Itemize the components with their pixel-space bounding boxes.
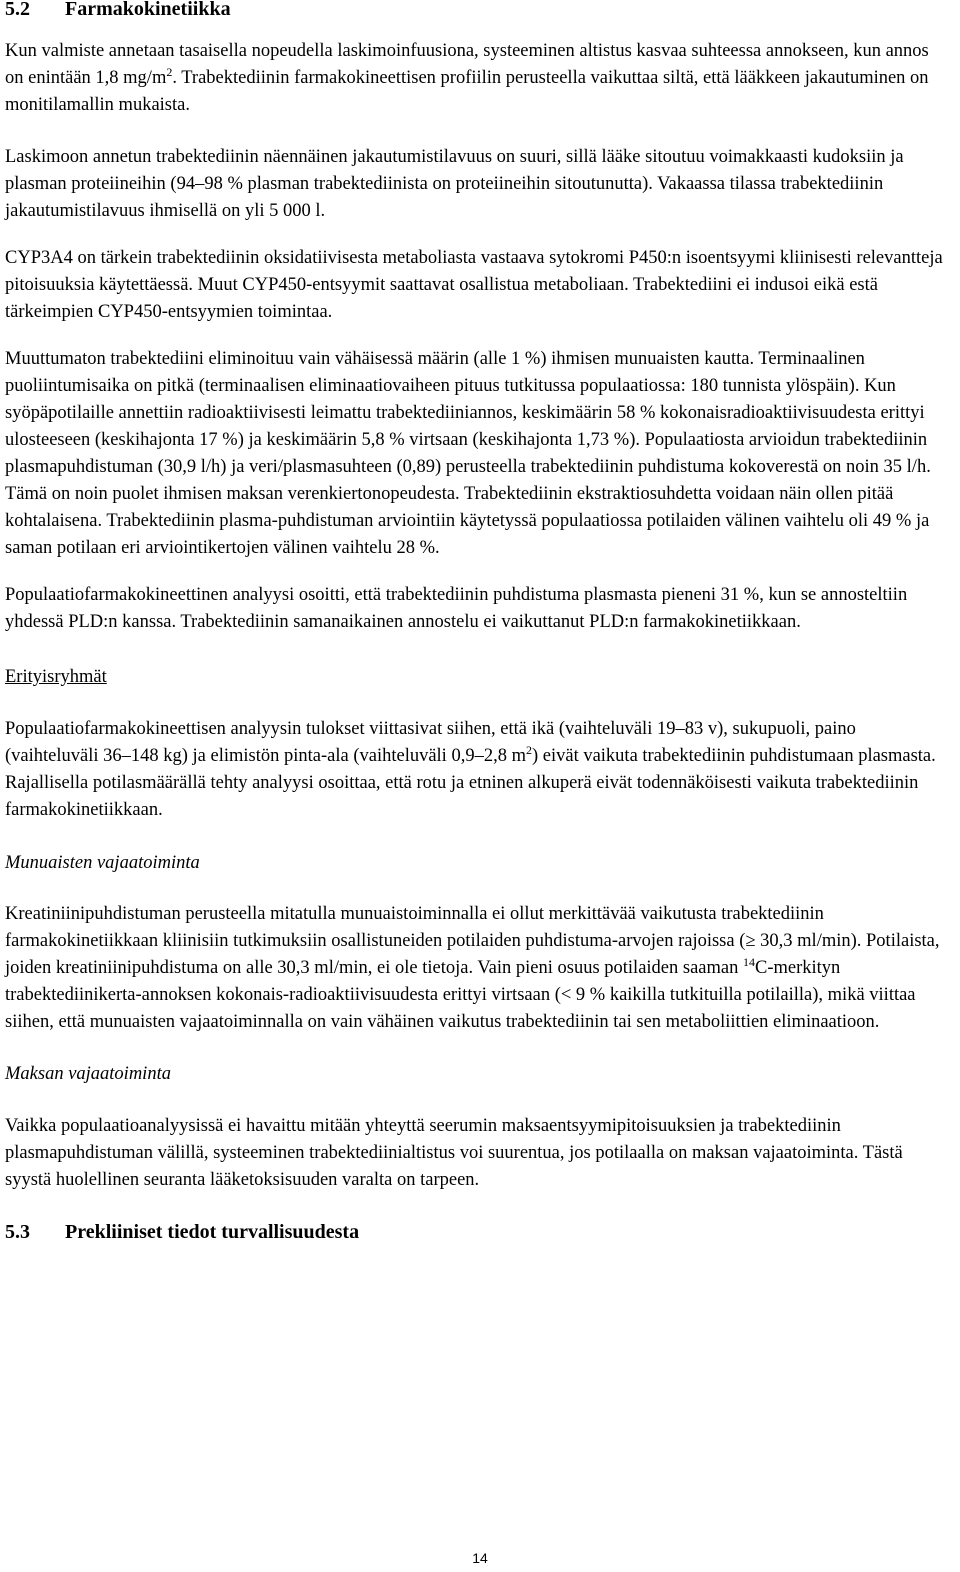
paragraph-renal-impairment: Kreatiniinipuhdistuman perusteella mitatulla munuaistoiminnalla ei ollut merkittävää vaikutusta trabektediinin farmakokinetiikkaan kliinisiin tutkimuksiin osallistuneiden potilaiden puhdistuma-arvojen rajoissa (≥ 30,3 ml/min). Potilaista, joiden kreatiniinipuhdistuma on alle 30,3 ml/min, ei ole tietoja. Vain pieni osuus potilaiden saaman $^{14}$C-merkityn trabektediinikerta-annoksen kokonais-radioaktiivisuudesta erittyi virtsaan (< 9 % kaikilla tutkituilla potilailla), mikä viittaa siihen, että munuaisten vajaatoiminnalla on vain vähäinen vaikutus trabektediinin tai sen metaboliittien eliminaatioon. bbox=[5, 904, 940, 1032]
document-page bbox=[5, 0, 951, 1244]
subheading-hepatic-impairment: Maksan vajaatoiminta bbox=[5, 1064, 171, 1084]
paragraph-metabolism: CYP3A4 on tärkein trabektediinin oksidatiivisesta metaboliasta vastaava sytokromi P450:n isoentsyymi kliinisesti relevantteja pitoisuuksia käytettäessä. Muut CYP450-entsyymit saattavat osallistua metaboliaan. Trabektediini ei indusoi eikä estä tärkeimpien CYP450-entsyymien toimintaa. bbox=[5, 248, 943, 322]
section-number: 5.2 bbox=[5, 0, 30, 20]
section-title: Prekliiniset tiedot turvallisuudesta bbox=[65, 1221, 360, 1243]
paragraph-hepatic-impairment: Vaikka populaatioanalyysissä ei havaittu mitään yhteyttä seerumin maksaentsyymipitoisuuksien ja trabektediinin plasmapuhdistuman välillä, systeeminen trabektediinialtistus voi suurentua, jos potilaalla on maksan vajaatoiminta. Tästä syystä huolellinen seuranta lääketoksisuuden varalta on tarpeen. bbox=[5, 1116, 903, 1190]
paragraph-elimination: Muuttumaton trabektediini eliminoituu vain vähäisessä määrin (alle 1 %) ihmisen munuaisten kautta. Terminaalinen puoliintumisaika on pitkä (terminaalisen eliminaatiovaiheen pituus tutkitussa populaatiossa: 180 tunnista ylöspäin). Kun syöpäpotilaille annettiin radioaktiivisesti leimattu trabektediiniannos, keskimäärin 58 % kokonaisradioaktiivisuudesta erittyi ulosteeseen (keskihajonta 17 %) ja keskimäärin 5,8 % virtsaan (keskihajonta 1,73 %). Populaatiosta arvioidun trabektediinin plasmapuhdistuman (30,9 l/h) ja veri/plasmasuhteen (0,89) perusteella trabektediinin puhdistuma kokoverestä on noin 35 l/h. Tämä on noin puolet ihmisen maksan verenkiertonopeudesta. Trabektediinin ekstraktiosuhdetta voidaan näin ollen pitää kohtalaisena. Trabektediinin plasma-puhdistuman arviointiin käytetyssä populaatiossa potilaiden välinen vaihtelu oli 49 % ja saman potilaan eri arviointikertojen välinen vaihtelu 28 %. bbox=[5, 349, 931, 558]
paragraph-pld-interaction: Populaatiofarmakokineettinen analyysi osoitti, että trabektediinin puhdistuma plasmasta pieneni 31 %, kun se annosteltiin yhdessä PLD:n kanssa. Trabektediinin samanaikainen annostelu ei vaikuttanut PLD:n farmakokinetiikkaan. bbox=[5, 585, 908, 632]
page-number: 14 bbox=[472, 1550, 488, 1566]
section-heading-5-3 bbox=[5, 1221, 951, 1244]
section-heading-5-2 bbox=[5, 0, 951, 21]
paragraph-dose-proportionality: Kun valmiste annetaan tasaisella nopeudella laskimoinfuusiona, systeeminen altistus kasvaa suhteessa annokseen, kun annos on enintään 1,8 $mg/m^2$. Trabektediinin farmakokineettisen profiilin perusteella vaikuttaa siltä, että lääkkeen jakautuminen on monitilamallin mukaista. bbox=[5, 41, 929, 115]
section-number: 5.3 bbox=[5, 1221, 30, 1243]
subheading-special-populations: Erityisryhmät bbox=[5, 667, 107, 687]
paragraph-special-populations: Populaatiofarmakokineettisen analyysin tulokset viittasivat siihen, että ikä (vaihteluväli 19–83 v), sukupuoli, paino (vaihteluväli 36–148 kg) ja elimistön pinta-ala (vaihteluväli 0,9–2,8 $m^2$) eivät vaikuta trabektediinin puhdistumaan plasmasta. Rajallisella potilasmäärällä tehty analyysi osoittaa, että rotu ja etninen alkuperä eivät todennäköisesti vaikuta trabektediinin farmakokinetiikkaan. bbox=[5, 719, 936, 820]
subheading-renal-impairment: Munuaisten vajaatoiminta bbox=[5, 853, 200, 873]
section-title: Farmakokinetiikka bbox=[65, 0, 231, 20]
paragraph-distribution: Laskimoon annetun trabektediinin näennäinen jakautumistilavuus on suuri, sillä lääke sitoutuu voimakkaasti kudoksiin ja plasman proteiineihin (94–98 % plasman trabektediinista on proteiineihin sitoutunutta). Vakaassa tilassa trabektediinin jakautumistilavuus ihmisellä on yli 5 000 l. bbox=[5, 147, 904, 221]
